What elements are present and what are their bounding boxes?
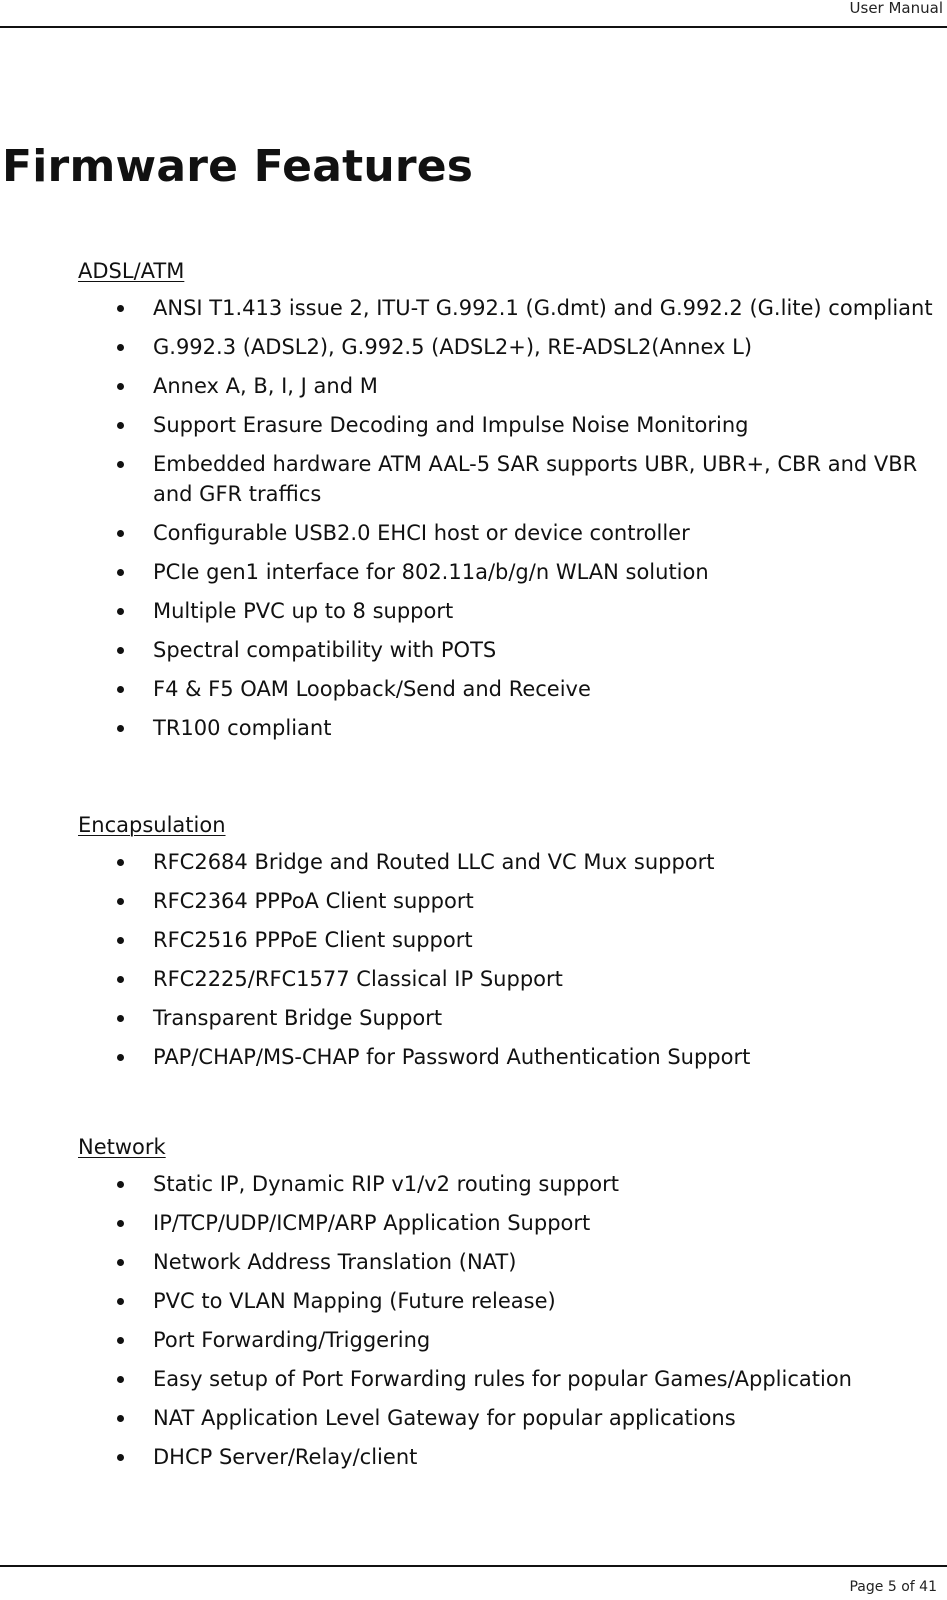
page-label: Page — [849, 1579, 884, 1595]
list-item: G.992.3 (ADSL2), G.992.5 (ADSL2+), RE-ADSL2(Annex L) — [78, 332, 938, 362]
list-item: TR100 compliant — [78, 713, 938, 743]
list-item: Static IP, Dynamic RIP v1/v2 routing support — [78, 1169, 938, 1199]
bullet-list — [78, 293, 938, 743]
list-item: ANSI T1.413 issue 2, ITU-T G.992.1 (G.dmt) and G.992.2 (G.lite) compliant — [78, 293, 938, 323]
list-item: Spectral compatibility with POTS — [78, 635, 938, 665]
list-item: NAT Application Level Gateway for popular applications — [78, 1403, 938, 1433]
list-item: RFC2516 PPPoE Client support — [78, 925, 938, 955]
list-item: PCIe gen1 interface for 802.11a/b/g/n WLAN solution — [78, 557, 938, 587]
list-item: DHCP Server/Relay/client — [78, 1442, 938, 1472]
list-item: Port Forwarding/Triggering — [78, 1325, 938, 1355]
list-item: Network Address Translation (NAT) — [78, 1247, 938, 1277]
page-of-label: of — [901, 1579, 915, 1595]
running-header: User Manual — [849, 0, 943, 17]
bullet-list — [78, 847, 938, 1072]
footer-rule — [0, 1565, 947, 1567]
list-item: RFC2364 PPPoA Client support — [78, 886, 938, 916]
page-total: 41 — [919, 1579, 937, 1595]
list-item: IP/TCP/UDP/ICMP/ARP Application Support — [78, 1208, 938, 1238]
list-item: PVC to VLAN Mapping (Future release) — [78, 1286, 938, 1316]
list-item: Embedded hardware ATM AAL-5 SAR supports UBR, UBR+, CBR and VBR and GFR traffics — [78, 449, 938, 509]
page-number: 5 — [887, 1579, 897, 1595]
list-item: PAP/CHAP/MS-CHAP for Password Authentication Support — [78, 1042, 938, 1072]
list-item: Easy setup of Port Forwarding rules for popular Games/Application — [78, 1364, 938, 1394]
list-item: F4 & F5 OAM Loopback/Send and Receive — [78, 674, 938, 704]
page-footer — [849, 1579, 937, 1595]
bullet-list — [78, 1169, 938, 1472]
section-encapsulation — [78, 812, 938, 1072]
list-item: Transparent Bridge Support — [78, 1003, 938, 1033]
list-item: RFC2684 Bridge and Routed LLC and VC Mux support — [78, 847, 938, 877]
list-item: Multiple PVC up to 8 support — [78, 596, 938, 626]
list-item: Configurable USB2.0 EHCI host or device controller — [78, 518, 938, 548]
list-item: Support Erasure Decoding and Impulse Noise Monitoring — [78, 410, 938, 440]
section-network — [78, 1134, 938, 1472]
section-heading: ADSL/ATM — [78, 259, 185, 283]
header-rule — [0, 26, 947, 28]
section-heading: Network — [78, 1135, 166, 1159]
section-adsl-atm — [78, 258, 938, 743]
list-item: Annex A, B, I, J and M — [78, 371, 938, 401]
list-item: RFC2225/RFC1577 Classical IP Support — [78, 964, 938, 994]
page-title: Firmware Features — [2, 141, 474, 192]
section-heading: Encapsulation — [78, 813, 226, 837]
